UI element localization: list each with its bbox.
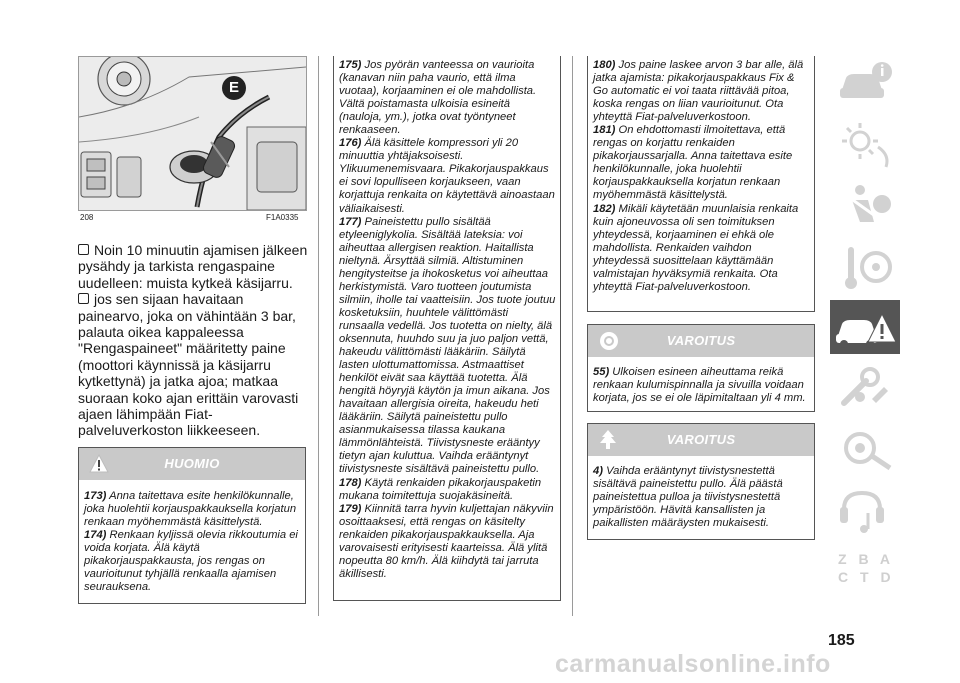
note-176: 176) Älä käsittele kompressori yli 20 minuuttia yhtäjaksoisesti. Ylikuumenemisvaara. Pikakorjauspakkaus ei sovi lopulliseen korjaukseen, vaan korjattuja renkaita on käytettävä ainoastaan väliaikaisesti.: [339, 137, 555, 215]
watermark: carmanualsonline.info: [555, 650, 831, 678]
side-tab-dashboard-lights[interactable]: [830, 117, 900, 171]
figure-code: F1A0335: [266, 213, 299, 222]
side-tab-emergency[interactable]: [830, 300, 900, 354]
note-182: 182) Mikäli käytetään muunlaisia renkaita kuin ajoneuvossa oli sen toimituksen yhteydessä, korjaaminen ei ehkä ole mahdollista. Renkaiden vaihdon yhteydessä suosittelaan käyttämään valmistajan hyväksymiä renkaita. Ota yhteyttä Fiat-palveluverkostoon.: [593, 202, 799, 293]
huomio-header: [79, 448, 305, 480]
side-tab-maintenance[interactable]: [830, 361, 900, 415]
figure-marker-e: E: [222, 76, 246, 100]
varoitus-2-title: VAROITUS: [666, 432, 736, 447]
note-178: 178) Käytä renkaiden pikakorjauspaketin mukana toimitettuja suojakäsineitä.: [339, 476, 542, 502]
tree-environment-icon: [598, 429, 618, 451]
note-174: 174) Renkaan kyljissä olevia rikkoutumia ei voida korjata. Älä käytä pikakorjauspakkausta, jos rengas on vaurioitunut tyhjällä renkaalla ajamisen seurauksena.: [84, 529, 298, 594]
varoitus-1-text: 55) Ulkoisen esineen aiheuttama reikä renkaan kulumispinnalla ja sivuilla voidaan korjata, jos se ei ole läpimitaltaan yli 4 mm.: [593, 366, 806, 405]
note-175: 175) Jos pyörän vanteessa on vaurioita (kanavan niin paha vaurio, että ilma vuotaa), korjaaminen ei ole mahdollista. Vältä poistamasta ulkoisia esineitä (nauloja, ym.), jotka ovat työntyneet renkaaseen.: [339, 59, 537, 137]
checkbox-icon: [78, 293, 89, 304]
figure-number: 208: [80, 213, 94, 222]
index-icon: Z B A C T D: [838, 551, 891, 585]
page-number: 185: [828, 632, 855, 649]
note-181: 181) On ehdottomasti ilmoitettava, että rengas on korjattu renkaiden pikakorjaussarjalla. Anna taitettava esite henkilökunnalle, joka huolehtii korjauspakkauksella korjatun renkaan myöhemmästä käsittelystä.: [593, 124, 793, 202]
note-173: 173) Anna taitettava esite henkilökunnalle, joka huolehtii korjauspakkauksella korjatun renkaan myöhemmästä käsittelystä.: [84, 490, 297, 529]
figure-image: [78, 56, 307, 211]
side-tab-technical-data[interactable]: [830, 422, 900, 476]
note-177: 177) Paineistettu pullo sisältää etyleeniglykolia. Sisältää lateksia: voi aiheuttaa allergisen reaktion. Haitallista nieltynä. Ärsyttää silmiä. Altistuminen hengitysteitse ja ihokosketus voi aiheuttaa herkistymistä. Varo tuotteen joutumista silmiin, iholle tai vaatteisiin. Jos tuote joutuu kosketuksiin, huuhtele välittömästi runsaalla vedellä. Jos tuotetta on nielty, älä oksennuta, huuhdo suu ja juo paljon vettä, hakeudu välittömästi lääkäriin. Säilytä lasten ulottumattomissa. Astmaattiset henkilöt eivät saa käyttää tuotetta. Älä hengitä höyryjä käytön ja imun aikana. Jos havaitaan allergisia oireita, hakeudu heti lääkäriin. Säilytä paineistettu pullo asianmukaisessa tilassa kaukana lämmönlähteistä. Tiivistysneste erääntyy tietyn ajan kuluttua. Vaihda erääntynyt tiivistysneste sisältävä paineistettu pullo.: [339, 215, 556, 476]
varoitus-1-header: [588, 325, 814, 357]
note-180: 180) Jos paine laskee arvon 3 bar alle, älä jatka ajamista: pikakorjauspakkaus Fix & Go automatic ei voi taata riittävää pitoa, koska rengas on liian vaurioitunut. Ota yhteyttä Fiat-palveluverkostoon.: [593, 59, 804, 124]
column-1-text: [78, 242, 310, 439]
paragraph-1: [78, 242, 310, 291]
car-warning-icon: [830, 300, 900, 354]
side-tab-starting-driving[interactable]: [830, 239, 900, 293]
warning-triangle-icon: [89, 454, 109, 474]
multimedia-icon: [830, 483, 900, 537]
paragraph-2: [78, 291, 310, 439]
varoitus-2-text: 4) Vaihda erääntynyt tiivistysnestettä sisältävä paineistettu pullo. Älä päästä paineistettua pulloa ja tiivistysnestettä ympäristöön. Hävitä kansallisten ja paikallisten määräysten mukaisesti.: [593, 465, 783, 530]
side-tab-car-info[interactable]: [830, 56, 900, 110]
car-info-icon: [830, 56, 900, 110]
checkbox-icon: [78, 244, 89, 255]
note-179: 179) Kiinnitä tarra hyvin kuljettajan näkyviin osoittaaksesi, että rengas on käsitelty renkaiden pikakorjauspakkauksella. Aja varovaisesti erityisesti kaarteissa. Älä ylitä nopeutta 80 km/h. Älä kiihdytä tai jarruta äkillisesti.: [339, 502, 554, 580]
column-divider: [572, 56, 573, 616]
side-tab-index[interactable]: [830, 546, 900, 606]
paragraph-1-text: Noin 10 minuutin ajamisen jälkeen pysähdy ja tarkista rengaspaine uudelleen: muista kytkeä käsijarru.: [78, 242, 308, 291]
side-tab-multimedia[interactable]: [830, 483, 900, 537]
specifications-icon: [830, 422, 900, 476]
huomio-box: [78, 447, 306, 604]
varoitus-2-header: [588, 424, 814, 456]
side-tab-safety[interactable]: [830, 178, 900, 232]
safety-airbag-icon: [830, 178, 900, 232]
notes-box-180-182: [587, 56, 815, 312]
varoitus-box-2: [587, 423, 815, 540]
tire-warning-icon: [598, 330, 620, 352]
notes-180-182: [588, 56, 814, 294]
varoitus-1-title: VAROITUS: [666, 333, 736, 348]
varoitus-box-1: [587, 324, 815, 412]
huomio-notes: [79, 480, 305, 594]
huomio-title: HUOMIO: [164, 456, 220, 471]
dashboard-lights-icon: [830, 117, 900, 171]
paragraph-2-text: jos sen sijaan havaitaan painearvo, joka on vähintään 3 bar, palauta oikea kappaleessa "Rengaspaineet" määritetty paine (moottori käynnissä ja käsijarru kytkettynä) ja jatka ajoa; matkaa suoraan koko ajan erittäin varovasti ajaen lähimpään Fiat-palveluverkoston liikkeeseen.: [78, 291, 299, 439]
wrench-tools-icon: [830, 361, 900, 415]
column-divider: [318, 56, 319, 616]
notes-box-175-179: [333, 56, 561, 601]
notes-175-179: [334, 56, 560, 581]
key-steering-icon: [830, 239, 900, 293]
